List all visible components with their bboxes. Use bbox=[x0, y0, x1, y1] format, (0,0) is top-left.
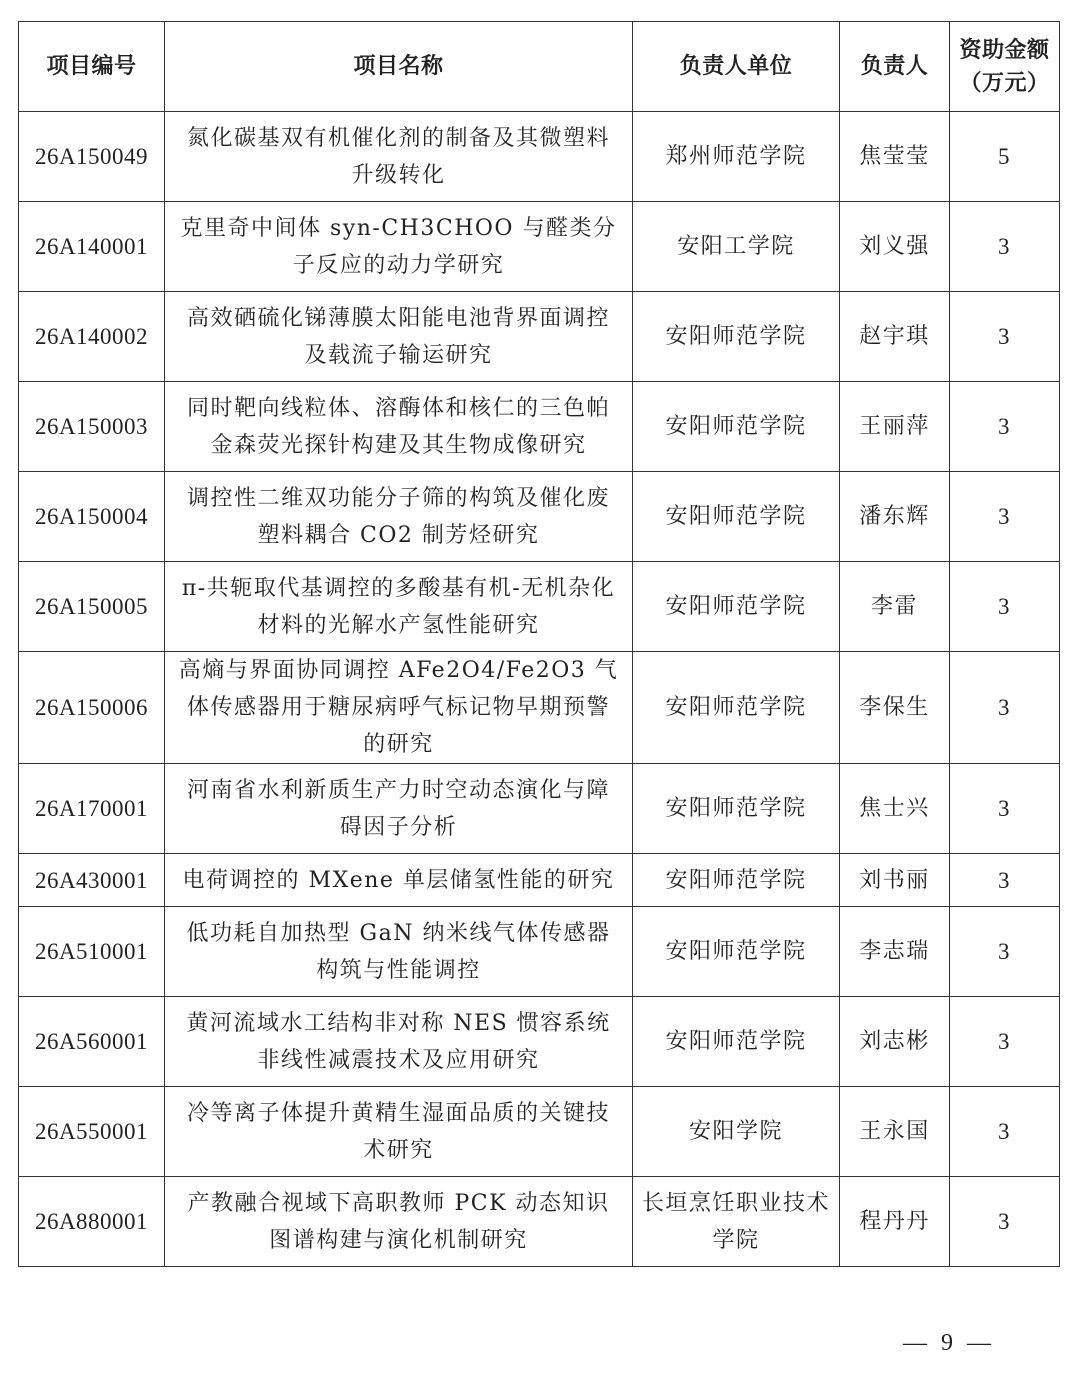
project-unit: 安阳师范学院 bbox=[633, 382, 840, 472]
project-amount: 5 bbox=[950, 112, 1060, 202]
project-title: 河南省水利新质生产力时空动态演化与障碍因子分析 bbox=[165, 764, 633, 854]
project-amount: 3 bbox=[950, 292, 1060, 382]
project-code: 26A150003 bbox=[19, 382, 165, 472]
project-title: 同时靶向线粒体、溶酶体和核仁的三色帕金森荧光探针构建及其生物成像研究 bbox=[165, 382, 633, 472]
page-number: — 9 — bbox=[903, 1330, 995, 1356]
project-leader: 赵宇琪 bbox=[840, 292, 950, 382]
header-title: 项目名称 bbox=[165, 22, 633, 112]
table-row bbox=[19, 854, 1060, 907]
project-code: 26A140002 bbox=[19, 292, 165, 382]
project-amount: 3 bbox=[950, 907, 1060, 997]
project-amount: 3 bbox=[950, 562, 1060, 652]
project-title: 黄河流域水工结构非对称 NES 惯容系统非线性减震技术及应用研究 bbox=[165, 997, 633, 1087]
project-code: 26A550001 bbox=[19, 1087, 165, 1177]
project-leader: 李志瑞 bbox=[840, 907, 950, 997]
project-amount: 3 bbox=[950, 997, 1060, 1087]
header-leader: 负责人 bbox=[840, 22, 950, 112]
table-row bbox=[19, 112, 1060, 202]
project-title: 低功耗自加热型 GaN 纳米线气体传感器构筑与性能调控 bbox=[165, 907, 633, 997]
project-leader: 程丹丹 bbox=[840, 1177, 950, 1267]
table-header-row bbox=[19, 22, 1060, 112]
project-code: 26A170001 bbox=[19, 764, 165, 854]
project-title: π-共轭取代基调控的多酸基有机-无机杂化材料的光解水产氢性能研究 bbox=[165, 562, 633, 652]
header-amount-line1: 资助金额 bbox=[959, 37, 1050, 63]
project-code: 26A150049 bbox=[19, 112, 165, 202]
project-title: 高熵与界面协同调控 AFe2O4/Fe2O3 气体传感器用于糖尿病呼气标记物早期预警的研究 bbox=[165, 652, 633, 764]
table-row bbox=[19, 202, 1060, 292]
project-amount: 3 bbox=[950, 1177, 1060, 1267]
table-row bbox=[19, 382, 1060, 472]
project-unit: 安阳师范学院 bbox=[633, 562, 840, 652]
project-amount: 3 bbox=[950, 854, 1060, 907]
project-leader: 刘志彬 bbox=[840, 997, 950, 1087]
table-row bbox=[19, 1087, 1060, 1177]
project-leader: 焦士兴 bbox=[840, 764, 950, 854]
table-row bbox=[19, 907, 1060, 997]
project-code: 26A560001 bbox=[19, 997, 165, 1087]
project-unit: 安阳师范学院 bbox=[633, 764, 840, 854]
project-leader: 王永国 bbox=[840, 1087, 950, 1177]
project-unit: 安阳师范学院 bbox=[633, 997, 840, 1087]
project-unit: 安阳学院 bbox=[633, 1087, 840, 1177]
project-amount: 3 bbox=[950, 472, 1060, 562]
project-code: 26A150005 bbox=[19, 562, 165, 652]
table-row bbox=[19, 562, 1060, 652]
project-unit: 郑州师范学院 bbox=[633, 112, 840, 202]
project-code: 26A880001 bbox=[19, 1177, 165, 1267]
project-leader: 刘书丽 bbox=[840, 854, 950, 907]
project-title: 高效硒硫化锑薄膜太阳能电池背界面调控及载流子输运研究 bbox=[165, 292, 633, 382]
project-unit: 安阳师范学院 bbox=[633, 854, 840, 907]
project-code: 26A510001 bbox=[19, 907, 165, 997]
project-code: 26A430001 bbox=[19, 854, 165, 907]
project-title: 克里奇中间体 syn-CH3CHOO 与醛类分子反应的动力学研究 bbox=[165, 202, 633, 292]
project-amount: 3 bbox=[950, 764, 1060, 854]
project-unit: 安阳师范学院 bbox=[633, 907, 840, 997]
project-unit: 安阳师范学院 bbox=[633, 292, 840, 382]
header-code: 项目编号 bbox=[19, 22, 165, 112]
project-unit: 安阳工学院 bbox=[633, 202, 840, 292]
project-title: 氮化碳基双有机催化剂的制备及其微塑料升级转化 bbox=[165, 112, 633, 202]
project-leader: 王丽萍 bbox=[840, 382, 950, 472]
project-code: 26A150006 bbox=[19, 652, 165, 764]
header-amount bbox=[950, 22, 1060, 112]
project-code: 26A150004 bbox=[19, 472, 165, 562]
project-unit: 安阳师范学院 bbox=[633, 652, 840, 764]
project-title: 电荷调控的 MXene 单层储氢性能的研究 bbox=[165, 854, 633, 907]
grant-table bbox=[18, 21, 1060, 1267]
project-amount: 3 bbox=[950, 1087, 1060, 1177]
project-unit: 安阳师范学院 bbox=[633, 472, 840, 562]
project-leader: 潘东辉 bbox=[840, 472, 950, 562]
project-amount: 3 bbox=[950, 202, 1060, 292]
project-title: 调控性二维双功能分子筛的构筑及催化废塑料耦合 CO2 制芳烃研究 bbox=[165, 472, 633, 562]
project-amount: 3 bbox=[950, 382, 1060, 472]
project-amount: 3 bbox=[950, 652, 1060, 764]
project-code: 26A140001 bbox=[19, 202, 165, 292]
project-leader: 刘义强 bbox=[840, 202, 950, 292]
project-unit: 长垣烹饪职业技术学院 bbox=[633, 1177, 840, 1267]
project-title: 产教融合视域下高职教师 PCK 动态知识图谱构建与演化机制研究 bbox=[165, 1177, 633, 1267]
header-unit: 负责人单位 bbox=[633, 22, 840, 112]
table-row bbox=[19, 292, 1060, 382]
table-row bbox=[19, 1177, 1060, 1267]
project-leader: 李雷 bbox=[840, 562, 950, 652]
project-title: 冷等离子体提升黄精生湿面品质的关键技术研究 bbox=[165, 1087, 633, 1177]
project-leader: 焦莹莹 bbox=[840, 112, 950, 202]
table-row bbox=[19, 764, 1060, 854]
table-row bbox=[19, 652, 1060, 764]
table-row bbox=[19, 472, 1060, 562]
project-leader: 李保生 bbox=[840, 652, 950, 764]
table-row bbox=[19, 997, 1060, 1087]
header-amount-line2: （万元） bbox=[959, 70, 1050, 96]
